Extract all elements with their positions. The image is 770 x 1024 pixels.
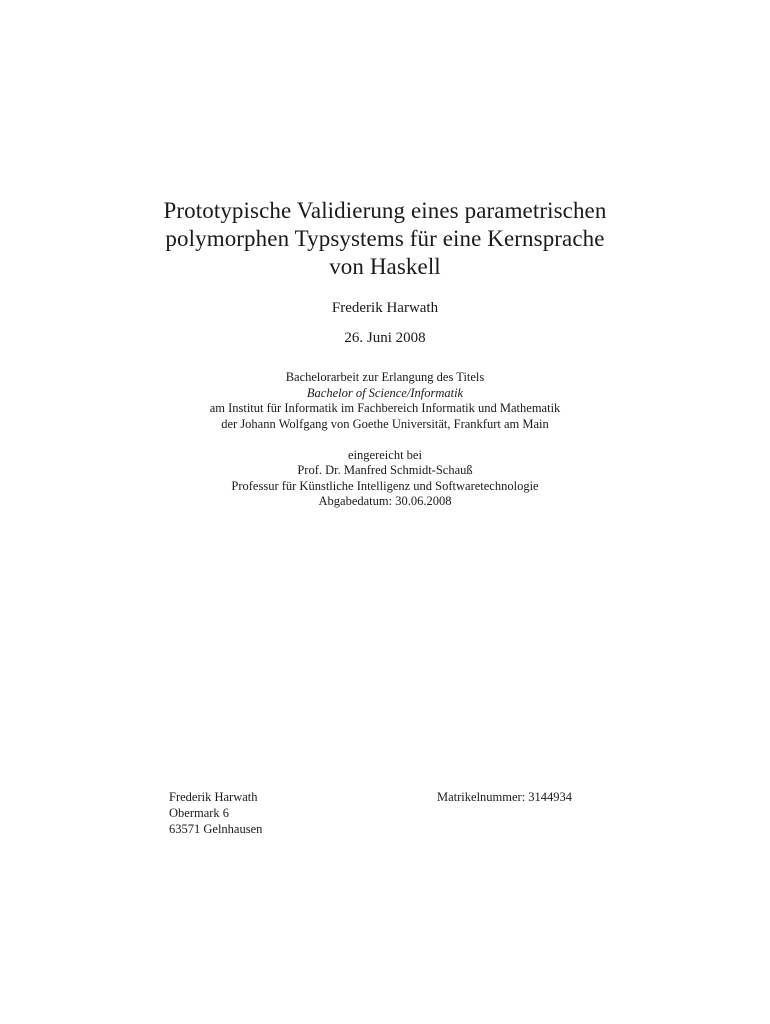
thesis-info-line-1: Bachelorarbeit zur Erlangung des Titels xyxy=(285,370,485,384)
thesis-info-line-3: am Institut für Informatik im Fachbereich Informatik und Mathematik xyxy=(209,401,561,415)
address-street: Obermark 6 xyxy=(169,806,230,820)
address-name: Frederik Harwath xyxy=(169,790,258,804)
submission-info xyxy=(0,448,770,510)
title-line-1: Prototypische Validierung eines parametrischen xyxy=(163,198,607,223)
author-address xyxy=(169,789,262,837)
thesis-info-line-4: der Johann Wolfgang von Goethe Universität, Frankfurt am Main xyxy=(221,416,549,431)
chair-name: Professur für Künstliche Intelligenz und Softwaretechnologie xyxy=(231,478,539,493)
degree-title: Bachelor of Science/Informatik xyxy=(306,385,464,400)
document-date: 26. Juni 2008 xyxy=(344,330,426,346)
thesis-info xyxy=(0,370,770,432)
thesis-title xyxy=(0,197,770,281)
title-line-3: von Haskell xyxy=(329,254,441,279)
title-line-2: polymorphen Typsystems für eine Kernsprache xyxy=(165,226,605,251)
author-name: Frederik Harwath xyxy=(331,300,439,316)
submission-deadline: Abgabedatum: 30.06.2008 xyxy=(318,494,452,508)
matriculation-number: Matrikelnummer: 3144934 xyxy=(437,790,573,804)
address-city: 63571 Gelnhausen xyxy=(169,822,263,836)
submission-line-1: eingereicht bei xyxy=(348,447,422,462)
title-block xyxy=(0,197,770,510)
advisor-name: Prof. Dr. Manfred Schmidt-Schauß xyxy=(297,463,473,477)
